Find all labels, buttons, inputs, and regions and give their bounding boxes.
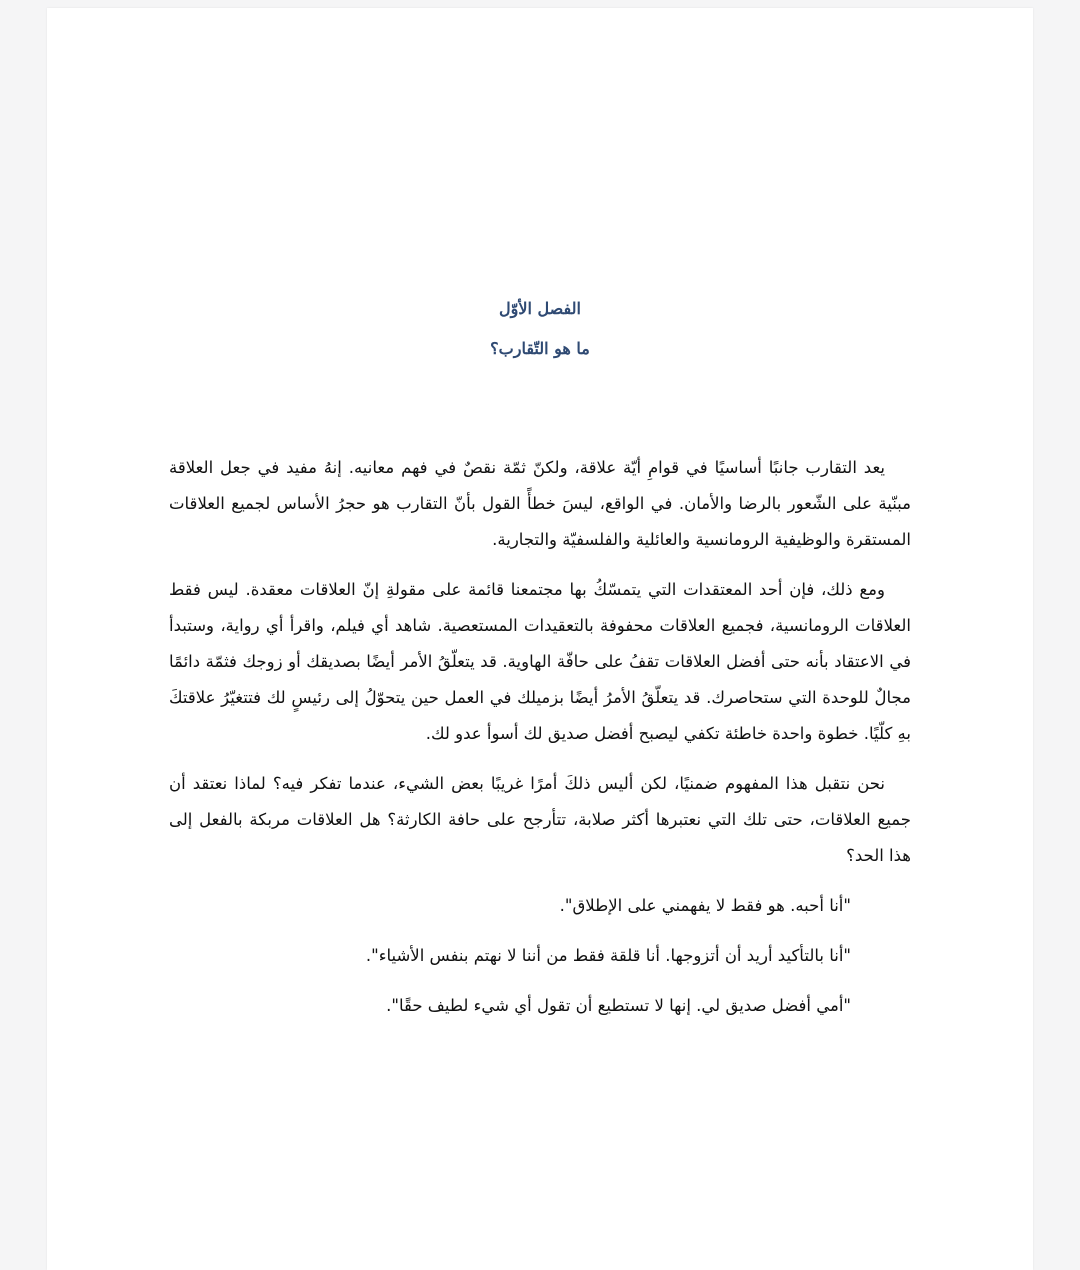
paragraph: ومع ذلك، فإن أحد المعتقدات التي يتمسّكُ بها مجتمعنا قائمة على مقولةِ إنّ العلاقات معقدة. ليس فقط العلاقات الرومانسية، فجميع العلاقات محفوفة بالتعقيدات المستعصية. شاهد أي فيلم، واقرأ أي رواية، وستبدأ في الاعتقاد بأنه حتى أفضل العلاقات تقفُ على حافّة الهاوية. قد يتعلّقُ الأمر أيضًا بصديقك أو زوجك فثمّة دائمًا مجالٌ للوحدة التي ستحاصرك. قد يتعلّقُ الأمرُ أيضًا بزميلك في العمل حين يتحوّلُ إلى رئيسٍ لك فتتغيّرُ علاقتكَ بهِ كلّيًا. خطوة واحدة خاطئة تكفي ليصبح أفضل صديق لك أسوأ عدو لك. [169,580,911,743]
quote-line: "أنا أحبه. هو فقط لا يفهمني على الإطلاق". [559,896,851,915]
chapter-label: الفصل الأوّل [499,299,581,318]
paragraph: يعد التقارب جانبًا أساسيًا في قوامِ أيّة علاقة، ولكنّ ثمّة نقصٌ في فهم معانيه. إنهُ مفيد في جعل العلاقة مبنّية على الشّعور بالرضا والأمان. في الواقع، ليسَ خطأً القول بأنّ التقارب هو حجرُ الأساس لجميع العلاقات المستقرة والوظيفية الرومانسية والعائلية والفلسفيّة والتجارية. [169,458,911,549]
chapter-heading [169,298,911,360]
quote-line: "أنا بالتأكيد أريد أن أتزوجها. أنا قلقة فقط من أننا لا نهتم بنفس الأشياء". [365,946,851,965]
document-page [47,8,1033,1270]
quote-line: "أمي أفضل صديق لي. إنها لا تستطيع أن تقول أي شيء لطيف حقًا". [386,996,851,1015]
chapter-body [169,450,911,1038]
paragraph: نحن نتقبل هذا المفهوم ضمنيًا، لكن أليس ذلكَ أمرًا غريبًا بعض الشيء، عندما تفكر فيه؟ لماذا نعتقد أن جميع العلاقات، حتى تلك التي نعتبرها أكثر صلابة، تتأرجح على حافة الكارثة؟ هل العلاقات مربكة بالفعل إلى هذا الحد؟ [169,774,911,865]
chapter-title: ما هو التّقارب؟ [490,339,590,358]
